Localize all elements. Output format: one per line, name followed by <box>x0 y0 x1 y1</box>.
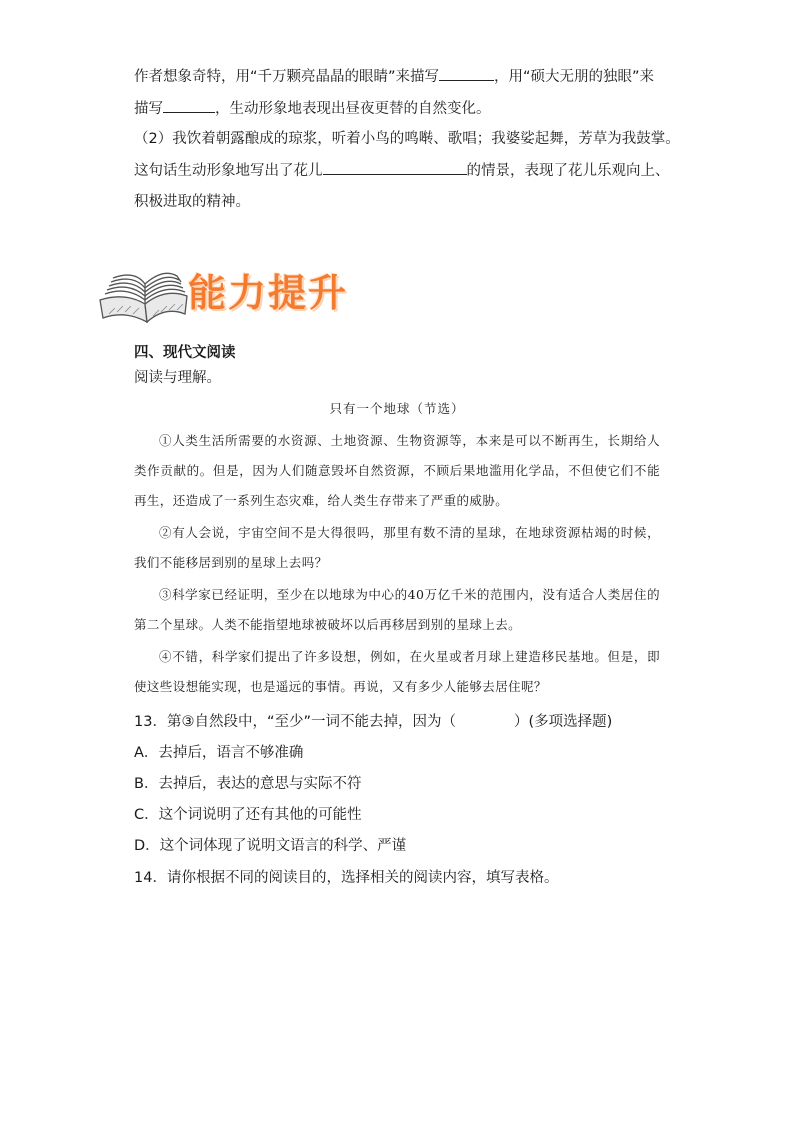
article-title: 只有一个地球（节选） <box>329 401 465 416</box>
option-a[interactable]: A．去掉后，语言不够准确 <box>134 745 304 761</box>
answer-blank[interactable] <box>439 66 494 81</box>
text-segment: 作者想象奇特，用“千万颗亮晶晶的眼睛”来描写 <box>134 69 440 85</box>
option-c[interactable]: C．这个词说明了还有其他的可能性 <box>134 807 362 823</box>
question-13: 13．第③自然段中，“至少”一词不能去掉，因为（ ）(多项选择题) <box>134 714 613 730</box>
article-paragraph-1: ①人类生活所需要的水资源、土地资源、生物资源等，本来是可以不断再生，长期给人类作贡献的。但是，因为人们随意毁坏自然资源，不顾后果地滥用化学品，不但使它们不能再生，还造成了一系列生态灾难，给人类生存带来了严重的威胁。 <box>134 433 660 508</box>
text-line-2 <box>134 98 491 119</box>
text-segment: ，生动形象地表现出昼夜更替的自然变化。 <box>215 101 491 117</box>
text-segment: 这句话生动形象地写出了花儿 <box>134 163 323 179</box>
question-14: 14．请你根据不同的阅读目的，选择相关的阅读内容，填写表格。 <box>134 870 559 886</box>
article-paragraph-4: ④不错，科学家们提出了许多设想，例如，在火星或者月球上建造移民基地。但是，即使这些设想能实现，也是遥远的事情。再说，又有多少人能够去居住呢？ <box>134 649 660 694</box>
text-line-3: （2）我饮着朝露酿成的琼浆，听着小鸟的鸣啭、歌唱；我婆娑起舞，芳草为我鼓掌。 <box>134 131 680 147</box>
section-instruction: 阅读与理解。 <box>134 370 221 386</box>
option-d[interactable]: D．这个词体现了说明文语言的科学、严谨 <box>134 838 407 854</box>
text-segment: 描写 <box>134 101 163 117</box>
answer-blank[interactable] <box>163 98 215 113</box>
text-segment: ，用“硕大无朋的独眼”来 <box>494 69 655 85</box>
text-line-5: 积极进取的精神。 <box>134 194 250 210</box>
section-heading: 四、现代文阅读 <box>134 345 236 361</box>
article-paragraph-2: ②有人会说，宇宙空间不是大得很吗，那里有数不清的星球，在地球资源枯竭的时候，我们不能移居到别的星球上去吗？ <box>134 525 660 570</box>
banner-title: 能力提升 <box>188 271 349 315</box>
answer-blank[interactable] <box>323 160 467 175</box>
text-segment: 的情景，表现了花儿乐观向上、 <box>466 163 670 179</box>
text-line-4 <box>134 160 670 181</box>
text-line-1 <box>134 66 654 87</box>
article-paragraph-3: ③科学家已经证明，至少在以地球为中心的40万亿千米的范围内，没有适合人类居住的第二个星球。人类不能指望地球被破坏以后再移居到别的星球上去。 <box>134 587 660 632</box>
option-b[interactable]: B．去掉后，表达的意思与实际不符 <box>134 776 362 792</box>
